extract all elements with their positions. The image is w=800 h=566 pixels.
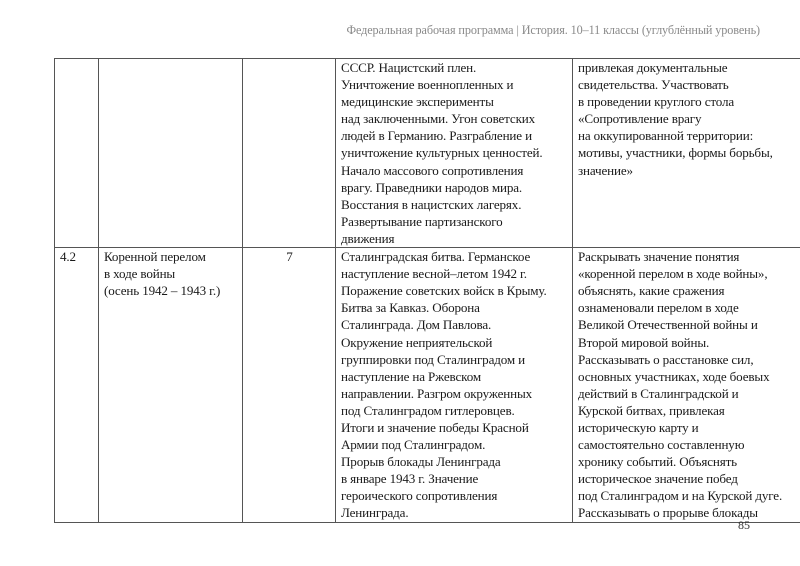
content-line: врагу. Праведники народов мира.: [341, 179, 523, 195]
running-header: Федеральная рабочая программа | История. 10–11 классы (углублённый уровень): [346, 23, 760, 37]
content-line: наступление весной–летом 1942 г.: [341, 266, 527, 282]
content-line: Сталинградская битва. Германское: [341, 249, 531, 265]
activity-line: действий в Сталинградской и: [578, 385, 739, 401]
activity-line: под Сталинградом и на Курской дуге.: [578, 488, 783, 504]
content-line: группировки под Сталинградом и: [341, 351, 526, 367]
content-line: Поражение советских войск в Крыму.: [341, 283, 547, 299]
activity-line: свидетельства. Участвовать: [578, 77, 729, 93]
activity-line: историческое значение побед: [578, 471, 738, 487]
activity-line: привлекая документальные: [578, 60, 728, 75]
content-line: Развертывание партизанского: [341, 213, 503, 229]
content-line: Армии под Сталинградом.: [341, 437, 486, 453]
activity-line: Рассказывать о расстановке сил,: [578, 351, 754, 367]
content-line: Ленинграда.: [341, 505, 409, 521]
activity-line: на оккупированной территории:: [578, 128, 754, 144]
content-line: медицинские эксперименты: [341, 94, 494, 110]
topic-line: в ходе войны: [104, 266, 176, 282]
content-line: Восстания в нацистских лагерях.: [341, 196, 522, 212]
content-line: Итоги и значение победы Красной: [341, 419, 529, 435]
content-line: движения: [341, 230, 395, 246]
content-line: Начало массового сопротивления: [341, 162, 524, 178]
cell-activity: [573, 59, 800, 248]
content-line: под Сталинградом гитлеровцев.: [341, 402, 515, 418]
content-line: героического сопротивления: [341, 488, 498, 504]
content-line: над заключенными. Угон советских: [341, 111, 536, 127]
activity-line: значение»: [578, 162, 633, 178]
activity-line: объяснять, какие сражения: [578, 283, 725, 299]
content-line: в январе 1943 г. Значение: [341, 471, 479, 487]
cell-hours: 7: [243, 248, 336, 523]
cell-activity: [573, 248, 800, 523]
activity-line: в проведении круглого стола: [578, 94, 735, 110]
content-line: Уничтожение военнопленных и: [341, 77, 514, 93]
activity-line: основных участниках, ходе боевых: [578, 368, 770, 384]
activity-line: историческую карту и: [578, 419, 699, 435]
activity-line: Раскрывать значение понятия: [578, 249, 740, 265]
cell-topic: [99, 59, 243, 248]
activity-line: хронику событий. Объяснять: [578, 454, 737, 470]
cell-number: [55, 59, 99, 248]
cell-topic: [99, 248, 243, 523]
content-line: Окружение неприятельской: [341, 334, 493, 350]
activity-line: мотивы, участники, формы борьбы,: [578, 145, 773, 161]
activity-line: Курской битвах, привлекая: [578, 402, 725, 418]
topic-line: (осень 1942 – 1943 г.): [104, 283, 221, 299]
activity-line: Второй мировой войны.: [578, 334, 710, 350]
activity-line: «Сопротивление врагу: [578, 111, 702, 127]
cell-content: [336, 248, 573, 523]
cell-number: 4.2: [55, 248, 99, 523]
content-line: уничтожение культурных ценностей.: [341, 145, 543, 161]
cell-content: [336, 59, 573, 248]
activity-line: «коренной перелом в ходе войны»,: [578, 266, 768, 282]
content-line: Сталинграда. Дом Павлова.: [341, 317, 492, 333]
activity-line: ознаменовали перелом в ходе: [578, 300, 739, 316]
content-line: СССР. Нацистский плен.: [341, 60, 477, 75]
activity-line: Рассказывать о прорыве блокады: [578, 505, 758, 521]
activity-line: Великой Отечественной войны и: [578, 317, 758, 333]
table-row-continuation: [55, 59, 800, 248]
curriculum-table: [54, 58, 800, 523]
table-row-4-2: [55, 248, 800, 523]
content-line: направлении. Разгром окруженных: [341, 385, 533, 401]
topic-line: Коренной перелом: [104, 249, 206, 265]
activity-line: самостоятельно составленную: [578, 437, 745, 453]
content-line: Битва за Кавказ. Оборона: [341, 300, 480, 316]
content-line: наступление на Ржевском: [341, 368, 481, 384]
page-number: 85: [738, 518, 750, 532]
content-line: людей в Германию. Разграбление и: [341, 128, 532, 144]
cell-hours: [243, 59, 336, 248]
content-line: Прорыв блокады Ленинграда: [341, 454, 501, 470]
